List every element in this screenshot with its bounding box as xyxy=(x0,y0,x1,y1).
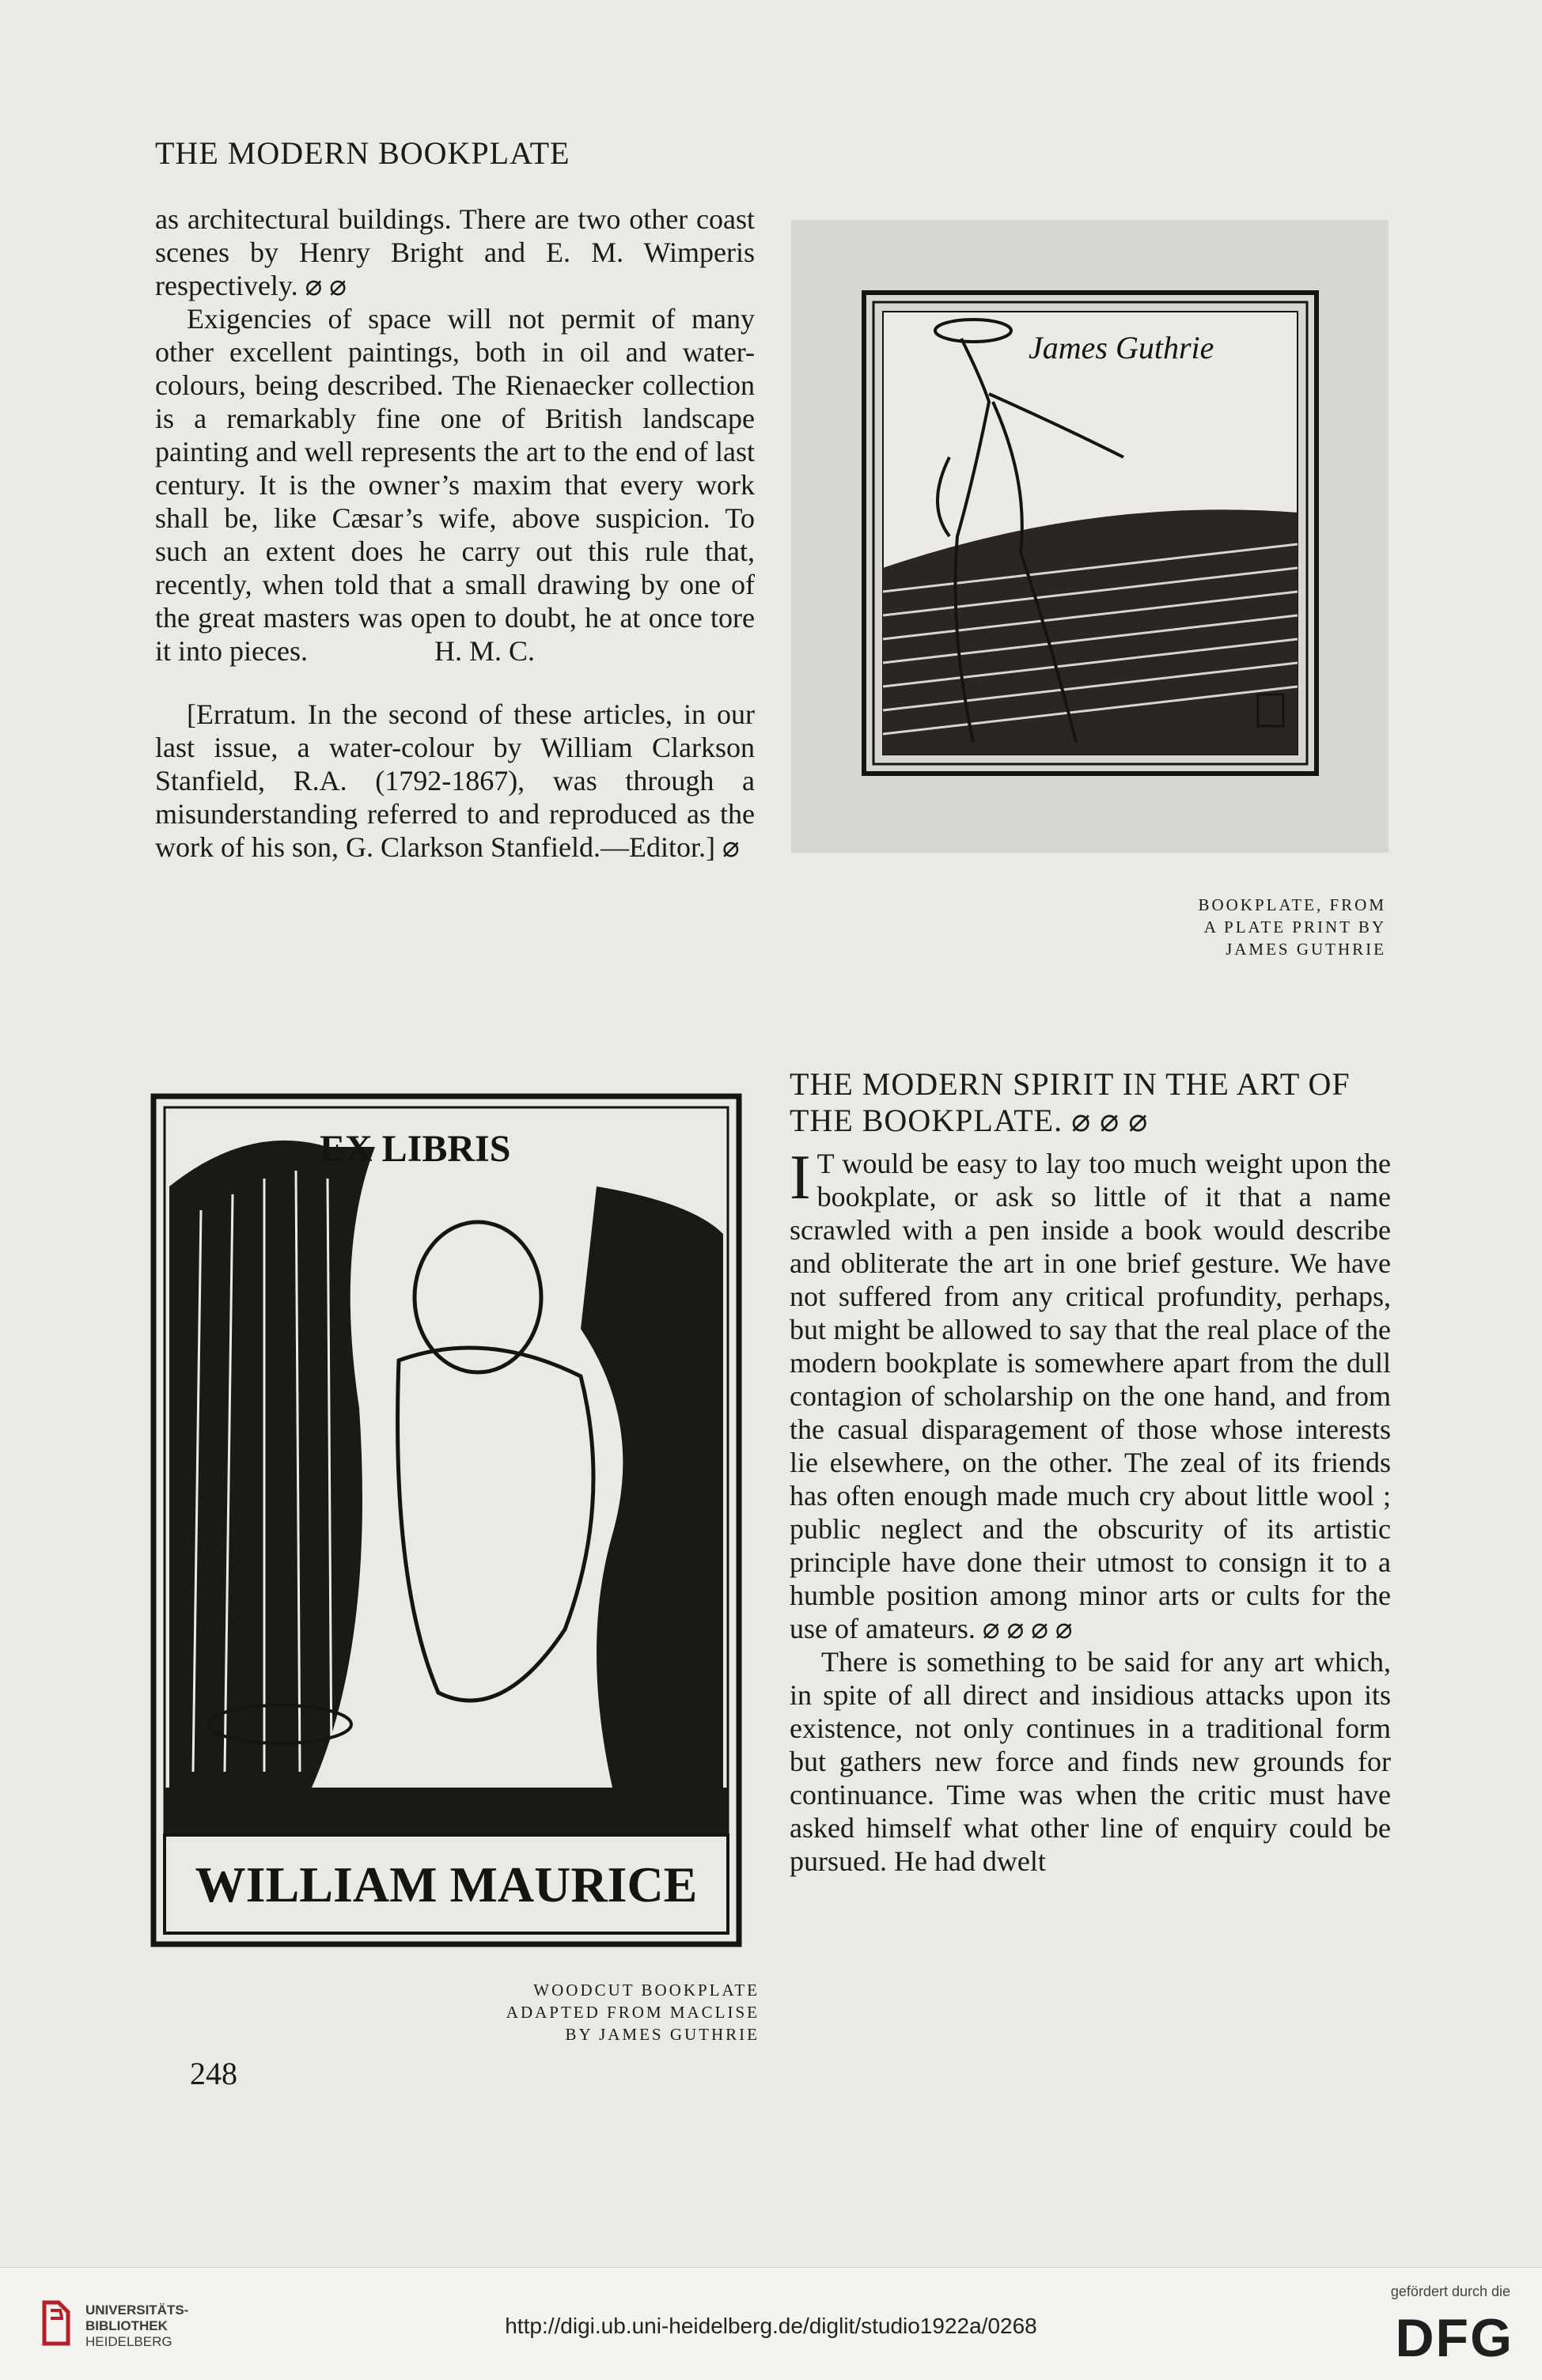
owner-name-text: WILLIAM MAURICE xyxy=(195,1856,698,1913)
funding-credit: gefördert durch die xyxy=(1390,2284,1510,2299)
paragraph: Exigencies of space will not permit of many other excellent paintings, both in oil and water-colours, being described. The Rienaecker collection is a remarkably fine one of British landscape painting and well represents the art to the end of last century. It is the owner’s maxim that every work shall be, like Cæsar’s wife, above suspicion. To such an extent does he carry out this rule that, recently, when told that a small drawing by one of the great masters was open to doubt, he at once tore it into pieces. H. M. C. xyxy=(155,303,755,667)
library-name: UNIVERSITÄTS- BIBLIOTHEK HEIDELBERG xyxy=(85,2302,189,2349)
paragraph: as architectural buildings. There are two other coast scenes by Henry Bright and E. M. Wimperis respectively. ⌀ ⌀ xyxy=(155,203,755,301)
source-url-link[interactable]: http://digi.ub.uni-heidelberg.de/diglit/studio1922a/0268 xyxy=(505,2314,1037,2338)
footer-bar xyxy=(0,2267,1542,2380)
erratum-paragraph: [Erratum. In the second of these articles, in our last issue, a water-colour by William Clarkson Stanfield, R.A. (1792-1867), was through a misunderstanding referred to and reproduced as the work of his son, G. Clarkson Stanfield.—Editor.] ⌀ xyxy=(155,698,755,863)
ex-libris-text: EX LIBRIS xyxy=(320,1128,511,1170)
figure-caption-guthrie: BOOKPLATE, FROM A PLATE PRINT BY JAMES GUTHRIE xyxy=(1198,895,1386,959)
maurice-bookplate-image xyxy=(138,1092,755,1954)
drop-cap: I xyxy=(790,1143,811,1213)
bookplate-name-text: James Guthrie xyxy=(1029,330,1214,365)
paragraph: I T would be easy to lay too much weight upon the bookplate, or ask so little of it that a name scrawled with a pen inside a book would describe and obliterate the art in one brief gesture. We have not suffered from any critical profundity, perhaps, but might be allowed to say that the real place of the modern bookplate is somewhere apart from the dull contagion of scholarship on the one hand, and from the casual disparagement of those whose interests lie elsewhere, on the other. The zeal of its friends has often enough made much cry about little wool ; public neglect and the obscurity of its artistic principle have done their utmost to consign it to a humble position among minor arts or cults for the use of amateurs. ⌀ ⌀ ⌀ ⌀ xyxy=(790,1143,1391,1644)
figure-caption-maurice: WOODCUT BOOKPLATE ADAPTED FROM MACLISE BY JAMES GUTHRIE xyxy=(506,1981,760,2044)
page-number: 248 xyxy=(190,2056,237,2091)
guthrie-bookplate-image xyxy=(791,220,1389,853)
article-title: THE MODERN SPIRIT IN THE ART OF THE BOOKPLATE. ⌀ ⌀ ⌀ xyxy=(790,1066,1351,1138)
dfg-logo[interactable]: DFG xyxy=(1395,2308,1514,2368)
paragraph: There is something to be said for any art which, in spite of all direct and insidious attacks upon its existence, not only continues in a traditional form but gathers new force and finds new grounds for continuance. Time was when the critic must have asked himself what other line of enquiry could be pursued. He had dwelt xyxy=(790,1646,1391,1877)
article-body xyxy=(790,1143,1391,1878)
author-signature: H. M. C. xyxy=(434,635,535,667)
page-title: THE MODERN BOOKPLATE xyxy=(155,135,570,171)
left-column-text xyxy=(155,202,755,864)
